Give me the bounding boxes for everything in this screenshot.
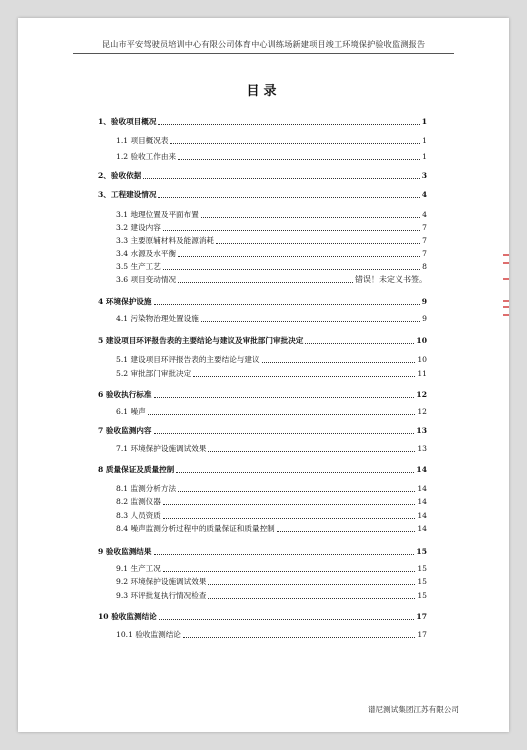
toc-leader-dots [201, 321, 420, 322]
toc-page-number: 13 [417, 444, 427, 453]
toc-entry-label: 1、验收项目概况 [98, 117, 157, 126]
toc-section-entry[interactable] [98, 425, 427, 436]
toc-leader-dots [159, 619, 415, 620]
toc-entry-label: 3、工程建设情况 [98, 190, 157, 199]
toc-section-entry[interactable] [98, 116, 427, 127]
page-footer: 谱尼测试集团江苏有限公司 [367, 705, 459, 714]
toc-leader-dots [170, 143, 420, 144]
toc-leader-dots [208, 598, 415, 599]
toc-leader-dots [262, 362, 416, 363]
toc-leader-dots [158, 124, 419, 125]
toc-page-number: 1 [421, 117, 427, 126]
toc-page-number: 11 [417, 369, 427, 378]
toc-leader-dots [178, 282, 353, 283]
toc-leader-dots [201, 217, 420, 218]
toc-entry-label: 7 验收监测内容 [98, 426, 152, 435]
toc-entry-label: 3.6 项目变动情况 [116, 275, 177, 284]
toc-section-entry[interactable] [98, 611, 427, 622]
toc-page-number: 14 [417, 497, 427, 506]
toc-page-number: 13 [416, 426, 427, 435]
toc-leader-dots [154, 304, 420, 305]
toc-leader-dots [158, 197, 419, 198]
toc-leader-dots [183, 637, 415, 638]
toc-entry-label: 9 验收监测结果 [98, 547, 152, 556]
toc-entry-label: 6 验收执行标准 [98, 390, 152, 399]
toc-page-number: 错误！未定义书签。 [355, 275, 427, 284]
toc-entry-label: 8.1 监测分析方法 [116, 484, 177, 493]
toc-subsection-entry[interactable] [98, 368, 427, 379]
toc-subsection-entry[interactable] [98, 523, 427, 534]
toc-entry-label: 3.3 主要原辅材料及能源消耗 [116, 236, 215, 245]
toc-subsection-entry[interactable] [98, 510, 427, 521]
toc-leader-dots [154, 397, 415, 398]
toc-entry-label: 3.2 建设内容 [116, 223, 161, 232]
toc-subsection-entry[interactable] [98, 590, 427, 601]
toc-page-number: 10 [417, 355, 427, 364]
toc-section-entry[interactable] [98, 296, 427, 307]
table-of-contents [98, 98, 427, 638]
toc-page-number: 1 [422, 152, 427, 161]
toc-section-entry[interactable] [98, 335, 427, 346]
toc-entry-label: 8.4 噪声监测分析过程中的质量保证和质量控制 [116, 524, 275, 533]
toc-page-number: 14 [416, 465, 427, 474]
toc-leader-dots [216, 243, 420, 244]
toc-subsection-entry[interactable] [98, 209, 427, 220]
toc-page-number: 8 [422, 262, 427, 271]
toc-leader-dots [154, 554, 415, 555]
toc-entry-label: 3.5 生产工艺 [116, 262, 161, 271]
toc-leader-dots [148, 414, 416, 415]
toc-page-number: 15 [417, 591, 427, 600]
toc-leader-dots [154, 433, 415, 434]
toc-subsection-entry[interactable] [98, 222, 427, 233]
toc-entry-label: 6.1 噪声 [116, 407, 146, 416]
toc-subsection-entry[interactable] [98, 274, 427, 285]
toc-page-number: 17 [417, 630, 427, 639]
toc-page-number: 1 [422, 136, 427, 145]
toc-leader-dots [178, 256, 420, 257]
toc-entry-label: 8.2 监测仪器 [116, 497, 161, 506]
toc-subsection-entry[interactable] [98, 496, 427, 507]
toc-entry-label: 3.1 地理位置及平面布置 [116, 210, 199, 219]
toc-leader-dots [277, 531, 416, 532]
toc-page-number: 7 [422, 223, 427, 232]
toc-section-entry[interactable] [98, 546, 427, 557]
toc-subsection-entry[interactable] [98, 563, 427, 574]
toc-section-entry[interactable] [98, 170, 427, 181]
toc-page-number: 9 [422, 314, 427, 323]
toc-entry-label: 9.1 生产工况 [116, 564, 161, 573]
toc-leader-dots [163, 571, 415, 572]
toc-page-number: 4 [422, 210, 427, 219]
toc-page-number: 17 [416, 612, 427, 621]
toc-page-number: 3 [421, 171, 427, 180]
toc-entry-label: 5.1 建设项目环评报告表的主要结论与建议 [116, 355, 260, 364]
toc-section-entry[interactable] [98, 389, 427, 400]
toc-leader-dots [163, 504, 415, 505]
toc-page-number: 4 [421, 190, 427, 199]
toc-page-number: 7 [422, 249, 427, 258]
toc-subsection-entry[interactable] [98, 313, 427, 324]
toc-leader-dots [143, 178, 419, 179]
toc-subsection-entry[interactable] [98, 354, 427, 365]
toc-entry-label: 3.4 水源及水平衡 [116, 249, 177, 258]
toc-entry-label: 8.3 人员资质 [116, 511, 161, 520]
toc-page-number: 12 [417, 407, 427, 416]
toc-page-number: 7 [422, 236, 427, 245]
toc-page-number: 14 [417, 484, 427, 493]
toc-leader-dots [178, 491, 415, 492]
toc-entry-label: 5.2 审批部门审批决定 [116, 369, 192, 378]
toc-leader-dots [176, 472, 414, 473]
toc-entry-label: 10 验收监测结论 [98, 612, 157, 621]
toc-leader-dots [178, 159, 420, 160]
toc-subsection-entry[interactable] [98, 261, 427, 272]
toc-entry-label: 5 建设项目环评报告表的主要结论与建议及审批部门审批决定 [98, 336, 304, 345]
toc-page-number: 14 [417, 524, 427, 533]
toc-entry-label: 9.2 环境保护设施调试效果 [116, 577, 207, 586]
toc-entry-label: 1.2 验收工作由来 [116, 152, 177, 161]
toc-subsection-entry[interactable] [98, 576, 427, 587]
toc-leader-dots [163, 269, 420, 270]
toc-entry-label: 4 环境保护设施 [98, 297, 152, 306]
toc-subsection-entry[interactable] [98, 406, 427, 417]
toc-page-number: 15 [417, 577, 427, 586]
toc-page-number: 14 [417, 511, 427, 520]
toc-entry-label: 8 质量保证及质量控制 [98, 465, 175, 474]
toc-subsection-entry[interactable] [98, 629, 427, 640]
toc-entry-label: 7.1 环境保护设施调试效果 [116, 444, 207, 453]
toc-entry-label: 2、验收依据 [98, 171, 142, 180]
toc-section-entry[interactable] [98, 464, 427, 475]
toc-page-number: 10 [416, 336, 427, 345]
toc-leader-dots [193, 376, 415, 377]
toc-leader-dots [163, 518, 415, 519]
toc-entry-label: 10.1 验收监测结论 [116, 630, 181, 639]
toc-leader-dots [305, 343, 414, 344]
toc-subsection-entry[interactable] [98, 248, 427, 259]
toc-section-entry[interactable] [98, 189, 427, 200]
toc-leader-dots [208, 584, 415, 585]
toc-subsection-entry[interactable] [98, 483, 427, 494]
toc-page-number: 15 [417, 564, 427, 573]
toc-entry-label: 9.3 环评批复执行情况检查 [116, 591, 207, 600]
toc-subsection-entry[interactable] [98, 443, 427, 454]
toc-entry-label: 4.1 污染物治理处置设施 [116, 314, 199, 323]
document-page [18, 18, 509, 732]
toc-leader-dots [163, 230, 420, 231]
seal-stamp-edge [497, 248, 509, 328]
toc-page-number: 15 [416, 547, 427, 556]
page-header: 昆山市平安驾驶员培训中心有限公司体育中心训练场新建项目竣工环境保护验收监测报告 [73, 39, 454, 54]
toc-page-number: 9 [421, 297, 427, 306]
toc-page-number: 12 [416, 390, 427, 399]
toc-subsection-entry[interactable] [98, 151, 427, 162]
page-title: 目录 [246, 84, 281, 99]
toc-subsection-entry[interactable] [98, 135, 427, 146]
toc-entry-label: 1.1 项目概况表 [116, 136, 169, 145]
toc-subsection-entry[interactable] [98, 235, 427, 246]
toc-leader-dots [208, 451, 415, 452]
